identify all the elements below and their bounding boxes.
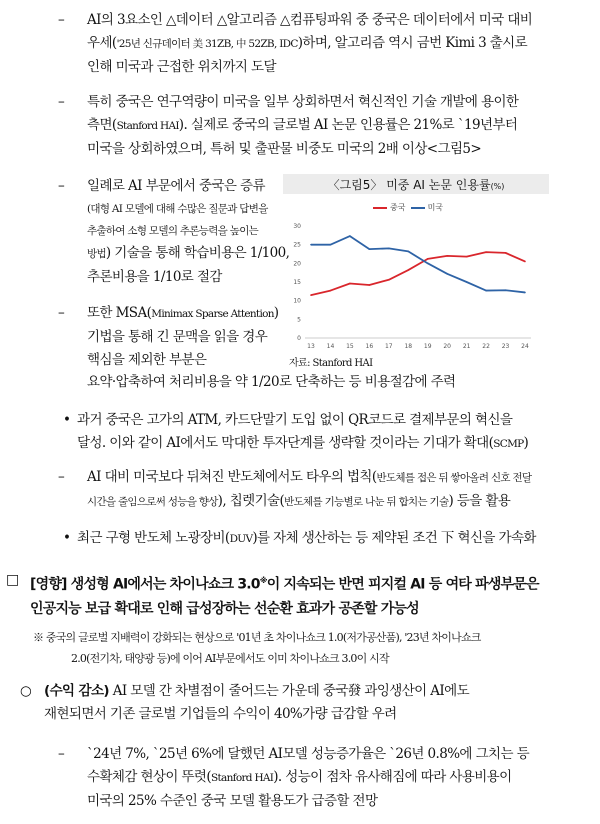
data-point-us <box>485 290 487 292</box>
data-point-china <box>466 256 468 258</box>
data-point-us <box>388 248 390 250</box>
paragraph-label: (수익 감소) <box>44 683 110 699</box>
footnote-china-shock <box>33 627 481 669</box>
text-line: 재현되면서 기존 글로벌 기업들의 수익이 40%가량 급감할 우려 <box>44 706 397 722</box>
note-inline: Stanford HAI <box>211 772 274 784</box>
x-tick-label: 22 <box>482 343 490 350</box>
note-inline: '25년 신규데이터 美 31ZB, 中 52ZB, IDC <box>116 38 298 50</box>
circle-marker: ○ <box>20 683 32 699</box>
text-line: ) <box>273 305 279 321</box>
text-line: ) 기술을 통해 학습비용은 1/100, <box>105 245 290 261</box>
dash-marker: – <box>58 178 65 194</box>
legend-label-us: 미국 <box>427 203 444 212</box>
note-inline: 시간을 줄임으로써 성능을 향상 <box>87 496 218 508</box>
data-point-us <box>407 251 409 253</box>
legend-swatch-us <box>411 207 425 209</box>
text-line: `24년 7%, `25년 6%에 달했던 AI모델 성능증가율은 `26년 0.8%에 그치는 등 <box>87 746 530 762</box>
data-point-us <box>505 289 507 291</box>
y-tick-label: 5 <box>297 316 301 324</box>
text-line: 수확체감 현상이 뚜렷( <box>87 769 212 785</box>
data-point-us <box>330 244 332 246</box>
x-tick-label: 15 <box>346 343 354 350</box>
text-line: ), 칩렛기술( <box>217 493 285 509</box>
y-tick-label: 25 <box>293 241 301 249</box>
note-inline: 반도체를 접은 뒤 쌓아올려 신호 전달 <box>376 472 532 484</box>
text-line: ). 실제로 중국의 글로벌 AI 논문 인용률은 21%로 `19년부터 <box>178 117 518 133</box>
x-tick-label: 14 <box>326 343 335 350</box>
figure-caption-unit: (%) <box>490 182 505 191</box>
text-line: 기법을 통해 긴 문맥을 읽을 경우 <box>87 329 268 345</box>
square-marker: □ <box>6 572 20 588</box>
text-line: ) 등을 활용 <box>448 493 511 509</box>
y-tick-label: 10 <box>293 297 301 305</box>
legend-swatch-china <box>373 207 387 209</box>
note-inline: Stanford HAI <box>116 120 179 132</box>
bullet-marker: • <box>63 530 71 546</box>
y-tick-label: 30 <box>293 223 301 230</box>
data-point-china <box>485 251 487 253</box>
line-chart <box>283 214 549 354</box>
text-line: 최근 구형 반도체 노광장비( <box>77 530 230 546</box>
data-point-china <box>310 294 312 296</box>
x-tick-label: 18 <box>404 343 413 350</box>
note-line: ※ 중국의 글로벌 지배력이 강화되는 현상으로 '01년 초 차이나쇼크 1.0(저가공산품), '23년 차이나쇼크 <box>33 631 481 644</box>
data-point-china <box>505 252 507 254</box>
heading-footnote-mark: ※ <box>259 576 267 585</box>
paragraph-data-advantage <box>87 9 532 79</box>
figure-source: 자료: Stanford HAI <box>289 358 373 369</box>
data-point-china <box>388 279 390 281</box>
note-inline: 방법 <box>87 248 106 260</box>
figure-caption-bar <box>283 174 549 194</box>
paragraph-qr-innovation <box>77 409 528 456</box>
text-line: ). 성능이 점차 유사해짐에 따라 사용비용이 <box>273 769 512 785</box>
text-line: 추론비용을 1/10로 절감 <box>87 269 222 285</box>
figure-caption-text: 〈그림5〉 미중 AI 논문 인용률 <box>327 178 491 192</box>
data-point-china <box>427 258 429 260</box>
note-inline: 반도체를 기능별로 나눈 뒤 합치는 기술 <box>284 496 449 508</box>
text-line: AI의 3요소인 △데이터 △알고리즘 △컴퓨팅파워 중 중국은 데이터에서 미국 대비 <box>87 12 533 28</box>
text-line: 핵심을 제외한 부분은 <box>87 352 207 368</box>
y-tick-label: 15 <box>293 279 301 286</box>
data-point-us <box>446 273 448 275</box>
x-tick-label: 17 <box>384 343 393 350</box>
note-line: (대형 AI 모델에 대해 수많은 질문과 답변을 <box>87 203 268 215</box>
x-tick-label: 21 <box>462 343 471 350</box>
dash-marker: – <box>58 12 65 28</box>
data-point-us <box>524 292 526 294</box>
data-point-china <box>369 284 371 286</box>
dash-marker: – <box>58 305 65 321</box>
figure-caption <box>328 178 505 192</box>
text-line: 일례로 AI 부문에서 중국은 증류 <box>87 178 265 194</box>
chart-legend <box>373 202 443 213</box>
data-point-us <box>427 263 429 265</box>
data-point-us <box>349 235 351 237</box>
text-line: )하며, 알고리즘 역시 금번 Kimi 3 출시로 <box>297 35 528 51</box>
text-line: 달성. 이와 같이 AI에서도 막대한 투자단계를 생략할 것이라는 기대가 확대( <box>77 435 494 451</box>
text-line: 우세( <box>87 35 117 51</box>
text-line: 과거 중국은 고가의 ATM, 카드단말기 도입 없이 QR코드로 결제부문의 혁신을 <box>77 412 513 428</box>
x-tick-label: 19 <box>423 343 432 350</box>
data-point-us <box>310 244 312 246</box>
text-line: 측면( <box>87 117 117 133</box>
data-point-china <box>407 269 409 271</box>
legend-label-china: 중국 <box>390 203 406 212</box>
paragraph-semiconductor <box>87 466 531 514</box>
paragraph-research-capability <box>87 91 518 161</box>
y-tick-label: 0 <box>297 335 301 342</box>
text-line: AI 대비 미국보다 뒤쳐진 반도체에서도 타우의 법칙( <box>87 469 377 485</box>
paragraph-revenue-decline <box>44 680 469 726</box>
x-tick-label: 13 <box>307 343 315 350</box>
series-line-china <box>311 252 525 295</box>
paragraph-msa <box>87 302 278 372</box>
heading-line: [영향] 생성형 AI에서는 차이나쇼크 3.0 <box>30 576 260 593</box>
note-line: 2.0(전기차, 태양광 등)에 이어 AI부문에서도 이미 차이나쇼크 3.0이 시작 <box>71 652 389 665</box>
text-line: 특히 중국은 연구역량이 미국을 일부 상회하면서 혁신적인 기술 개발에 용이한 <box>87 94 519 110</box>
data-point-us <box>369 248 371 250</box>
x-tick-label: 16 <box>365 343 374 350</box>
paragraph-duv <box>77 527 536 551</box>
paragraph-msa-tail <box>87 371 455 394</box>
y-tick-label: 20 <box>293 260 301 268</box>
text-line: 또한 MSA( <box>87 305 152 321</box>
text-line: 인해 미국과 근접한 위치까지 도달 <box>87 59 276 75</box>
heading-line: 이 지속되는 반면 피지컬 AI 등 여타 파생부문은 <box>266 576 539 593</box>
x-tick-label: 23 <box>501 343 510 350</box>
note-inline: Minimax Sparse Attention <box>151 308 274 320</box>
text-line: 요약·압축하여 처리비용을 약 1/20로 단축하는 등 비용절감에 주력 <box>87 374 456 390</box>
paragraph-performance-gain <box>87 743 529 813</box>
dash-marker: – <box>58 746 65 762</box>
section-heading-impact <box>30 569 539 621</box>
dash-marker: – <box>58 94 65 110</box>
data-point-us <box>466 281 468 283</box>
dash-marker: – <box>58 469 65 485</box>
bullet-marker: • <box>63 412 71 428</box>
text-line: ) <box>523 435 529 451</box>
text-line: AI 모델 간 차별점이 줄어드는 가운데 중국發 과잉생산이 AI에도 <box>109 683 470 699</box>
heading-line: 인공지능 보급 확대로 인해 급성장하는 선순환 효과가 공존할 가능성 <box>30 600 419 617</box>
data-point-china <box>446 255 448 257</box>
text-line: )를 자체 생산하는 등 제약된 조건 下 혁신을 가속화 <box>252 530 536 546</box>
data-point-china <box>330 290 332 292</box>
note-line: 추출하여 소형 모델의 추론능력을 높이는 <box>87 225 259 237</box>
data-point-china <box>349 283 351 285</box>
paragraph-distillation <box>87 175 290 289</box>
text-line: 미국을 상회하였으며, 특허 및 출판물 비중도 미국의 2배 이상<그림5> <box>87 141 482 157</box>
figure-5 <box>283 174 549 369</box>
note-inline: SCMP <box>493 438 524 450</box>
x-tick-label: 20 <box>443 343 452 350</box>
x-tick-label: 24 <box>521 343 529 350</box>
data-point-china <box>524 261 526 263</box>
note-inline: DUV <box>229 533 253 545</box>
text-line: 미국의 25% 수준인 중국 모델 활용도가 급증할 전망 <box>87 793 378 809</box>
